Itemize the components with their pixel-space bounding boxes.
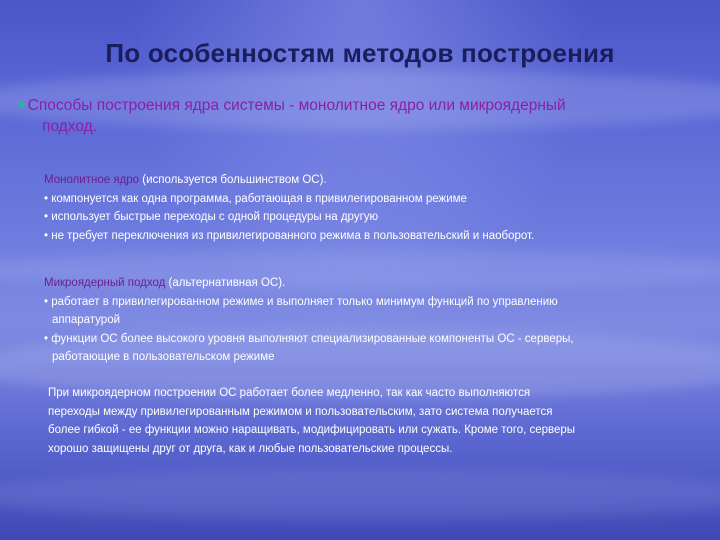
- monolithic-section: [44, 171, 694, 245]
- monolithic-intro: [44, 171, 694, 190]
- monolithic-item: • компонуется как одна программа, работающая в привилегированном режиме: [44, 192, 467, 205]
- monolithic-intro-rest: (используется большинством ОС).: [139, 174, 327, 186]
- conclusion-line: переходы между привилегированным режимом и пользовательским, зато система получается: [48, 405, 553, 418]
- conclusion-line: более гибкой - ее функции можно наращивать, модифицировать или сужать. Кроме того, серверы: [48, 424, 576, 436]
- monolithic-item: • не требует переключения из привилегированного режима в пользовательский и наоборот.: [44, 229, 535, 242]
- microkernel-section: [44, 274, 694, 367]
- lead-text-line-2: подход.: [42, 118, 97, 135]
- microkernel-item: • работает в привилегированном режиме и выполняет только минимум функций по управлению: [44, 295, 558, 308]
- microkernel-item-continuation: аппаратурой: [52, 314, 121, 326]
- microkernel-intro-rest: (альтернативная ОС).: [165, 277, 286, 289]
- lead-text-line-1: Способы построения ядра системы - монолитное ядро или микроядерный: [27, 97, 566, 114]
- microkernel-item-continuation: работающие в пользовательском режиме: [52, 351, 275, 363]
- microkernel-item: • функции ОС более высокого уровня выполняют специализированные компоненты ОС - серверы,: [44, 332, 574, 345]
- microkernel-intro: [44, 274, 694, 293]
- conclusion-paragraph: [48, 384, 698, 458]
- lead-bullet: [18, 96, 678, 137]
- microkernel-term: Микроядерный подход: [44, 277, 166, 289]
- square-bullet-icon: ■: [18, 99, 25, 111]
- slide-title: По особенностям методов построения: [105, 38, 615, 68]
- conclusion-line: При микроядерном построении ОС работает более медленно, так как часто выполняются: [48, 387, 531, 399]
- monolithic-term: Монолитное ядро: [44, 174, 140, 186]
- monolithic-item: • использует быстрые переходы с одной процедуры на другую: [44, 211, 379, 223]
- conclusion-line: хорошо защищены друг от друга, как и любые пользовательские процессы.: [48, 442, 453, 455]
